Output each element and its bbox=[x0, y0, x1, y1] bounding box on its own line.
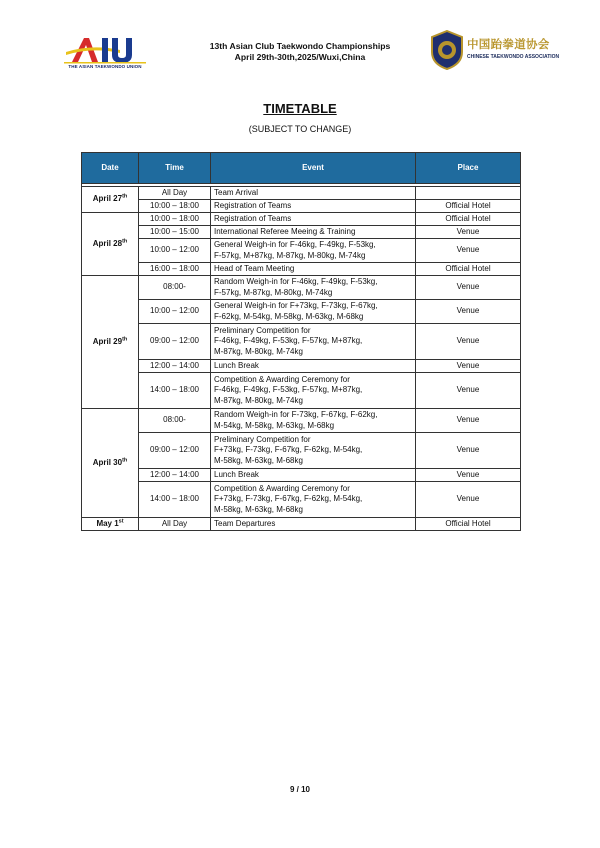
event-line: Competition & Awarding Ceremony for bbox=[214, 374, 350, 384]
table-row bbox=[82, 409, 521, 433]
event-cell bbox=[211, 433, 416, 469]
time-cell: 12:00 – 14:00 bbox=[139, 469, 211, 482]
date-ordinal: th bbox=[122, 238, 128, 245]
place-cell: Venue bbox=[416, 324, 521, 360]
event-line: M-58kg, M-63kg, M-68kg bbox=[214, 455, 303, 465]
time-cell: 14:00 – 18:00 bbox=[139, 373, 211, 409]
event-title-line2: April 29th-30th,2025/Wuxi,China bbox=[234, 51, 366, 62]
event-title bbox=[170, 41, 430, 62]
date-text: April 29 bbox=[92, 336, 123, 346]
time-cell: 10:00 – 12:00 bbox=[139, 300, 211, 324]
event-cell: Lunch Break bbox=[211, 469, 416, 482]
document-subtitle: (SUBJECT TO CHANGE) bbox=[248, 124, 352, 134]
page-header bbox=[0, 0, 600, 80]
event-cell bbox=[211, 373, 416, 409]
date-cell bbox=[82, 187, 139, 213]
event-cell: Team Departures bbox=[211, 518, 416, 531]
table-header-row bbox=[82, 153, 521, 184]
place-cell: Venue bbox=[416, 300, 521, 324]
event-cell: Lunch Break bbox=[211, 360, 416, 373]
event-cell: Team Arrival bbox=[211, 187, 416, 200]
date-text: April 28 bbox=[92, 238, 123, 248]
date-ordinal: th bbox=[122, 193, 128, 200]
event-cell: Registration of Teams bbox=[211, 200, 416, 213]
column-header-place: Place bbox=[416, 153, 521, 184]
place-cell: Venue bbox=[416, 276, 521, 300]
table-row bbox=[82, 213, 521, 226]
time-cell: All Day bbox=[139, 187, 211, 200]
event-line: M-58kg, M-63kg, M-68kg bbox=[214, 504, 303, 514]
place-cell: Venue bbox=[416, 226, 521, 239]
place-cell: Venue bbox=[416, 409, 521, 433]
event-cell bbox=[211, 300, 416, 324]
table-row bbox=[82, 433, 521, 469]
date-cell bbox=[82, 276, 139, 409]
time-cell: 10:00 – 15:00 bbox=[139, 226, 211, 239]
event-line: Competition & Awarding Ceremony for bbox=[214, 483, 350, 493]
date-ordinal: st bbox=[118, 518, 124, 525]
timetable bbox=[81, 152, 521, 531]
table-row bbox=[82, 226, 521, 239]
table-row bbox=[82, 300, 521, 324]
event-cell: Registration of Teams bbox=[211, 213, 416, 226]
event-line: F-46kg, F-49kg, F-53kg, F-57kg, M+87kg, bbox=[214, 336, 363, 346]
event-line: F-57kg, M-87kg, M-80kg, M-74kg bbox=[214, 287, 333, 297]
atu-logo-mark-icon bbox=[64, 35, 146, 65]
event-line: Random Weigh-in for F-46kg, F-49kg, F-53kg, bbox=[214, 277, 378, 286]
time-cell: 14:00 – 18:00 bbox=[139, 482, 211, 518]
table-row bbox=[82, 187, 521, 200]
time-cell: All Day bbox=[139, 518, 211, 531]
table-row bbox=[82, 469, 521, 482]
cta-logo bbox=[430, 27, 570, 75]
timetable-body bbox=[82, 187, 521, 531]
table-row bbox=[82, 263, 521, 276]
column-header-date: Date bbox=[82, 153, 139, 184]
place-cell bbox=[416, 187, 521, 200]
event-cell: Head of Team Meeting bbox=[211, 263, 416, 276]
event-cell bbox=[211, 239, 416, 263]
event-line: M-87kg, M-80kg, M-74kg bbox=[214, 346, 303, 356]
event-line: General Weigh-in for F+73kg, F-73kg, F-67kg, bbox=[214, 301, 378, 310]
date-cell bbox=[82, 409, 139, 518]
place-cell: Official Hotel bbox=[416, 518, 521, 531]
event-cell bbox=[211, 324, 416, 360]
date-cell bbox=[82, 518, 139, 531]
time-cell: 10:00 – 18:00 bbox=[139, 200, 211, 213]
time-cell: 12:00 – 14:00 bbox=[139, 360, 211, 373]
cta-english-name: CHINESE TAEKWONDO ASSOCIATION bbox=[467, 54, 560, 60]
event-line: F-46kg, F-49kg, F-53kg, F-57kg, M+87kg, bbox=[214, 385, 363, 395]
place-cell: Venue bbox=[416, 360, 521, 373]
place-cell: Venue bbox=[416, 433, 521, 469]
date-text: April 27 bbox=[92, 194, 123, 204]
time-cell: 08:00- bbox=[139, 276, 211, 300]
event-line: F-62kg, M-54kg, M-58kg, M-63kg, M-68kg bbox=[214, 311, 364, 321]
event-line: F+73kg, F-73kg, F-67kg, F-62kg, M-54kg, bbox=[214, 445, 363, 455]
event-line: Random Weigh-in for F-73kg, F-67kg, F-62kg, bbox=[214, 410, 378, 419]
table-row bbox=[82, 276, 521, 300]
place-cell: Venue bbox=[416, 482, 521, 518]
event-cell: International Referee Meeing & Training bbox=[211, 226, 416, 239]
date-ordinal: th bbox=[122, 336, 128, 343]
table-row bbox=[82, 373, 521, 409]
column-header-time: Time bbox=[139, 153, 211, 184]
document-title: TIMETABLE bbox=[263, 101, 337, 116]
table-row bbox=[82, 200, 521, 213]
place-cell: Venue bbox=[416, 373, 521, 409]
time-cell: 09:00 – 12:00 bbox=[139, 433, 211, 469]
date-ordinal: th bbox=[122, 457, 128, 464]
time-cell: 10:00 – 12:00 bbox=[139, 239, 211, 263]
event-title-line1: 13th Asian Club Taekwondo Championships bbox=[209, 41, 391, 51]
time-cell: 16:00 – 18:00 bbox=[139, 263, 211, 276]
event-line: F+73kg, F-73kg, F-67kg, F-62kg, M-54kg, bbox=[214, 494, 363, 504]
time-cell: 08:00- bbox=[139, 409, 211, 433]
event-cell bbox=[211, 276, 416, 300]
event-line: M-54kg, M-58kg, M-63kg, M-68kg bbox=[214, 420, 335, 430]
time-cell: 09:00 – 12:00 bbox=[139, 324, 211, 360]
date-text: May 1 bbox=[96, 518, 119, 528]
event-cell bbox=[211, 482, 416, 518]
date-cell bbox=[82, 213, 139, 276]
event-line: M-87kg, M-80kg, M-74kg bbox=[214, 395, 303, 405]
place-cell: Official Hotel bbox=[416, 213, 521, 226]
event-line: F-57kg, M+87kg, M-87kg, M-80kg, M-74kg bbox=[214, 250, 366, 260]
table-row bbox=[82, 360, 521, 373]
event-line: Preliminary Competition for bbox=[214, 325, 311, 335]
atu-logo bbox=[64, 35, 146, 73]
atu-logo-caption: THE ASIAN TAEKWONDO UNION bbox=[68, 64, 142, 69]
table-row bbox=[82, 482, 521, 518]
page-number: 9 / 10 bbox=[289, 785, 310, 794]
place-cell: Venue bbox=[416, 469, 521, 482]
event-line: Preliminary Competition for bbox=[214, 434, 311, 444]
time-cell: 10:00 – 18:00 bbox=[139, 213, 211, 226]
place-cell: Official Hotel bbox=[416, 200, 521, 213]
cta-emblem-icon bbox=[430, 30, 464, 70]
table-row bbox=[82, 239, 521, 263]
column-header-event: Event bbox=[211, 153, 416, 184]
event-cell bbox=[211, 409, 416, 433]
event-line: General Weigh-in for F-46kg, F-49kg, F-53kg, bbox=[214, 240, 376, 249]
table-row bbox=[82, 324, 521, 360]
table-row bbox=[82, 518, 521, 531]
date-text: April 30 bbox=[92, 457, 123, 467]
place-cell: Official Hotel bbox=[416, 263, 521, 276]
place-cell: Venue bbox=[416, 239, 521, 263]
cta-chinese-name: 中国跆拳道协会 bbox=[467, 39, 550, 51]
